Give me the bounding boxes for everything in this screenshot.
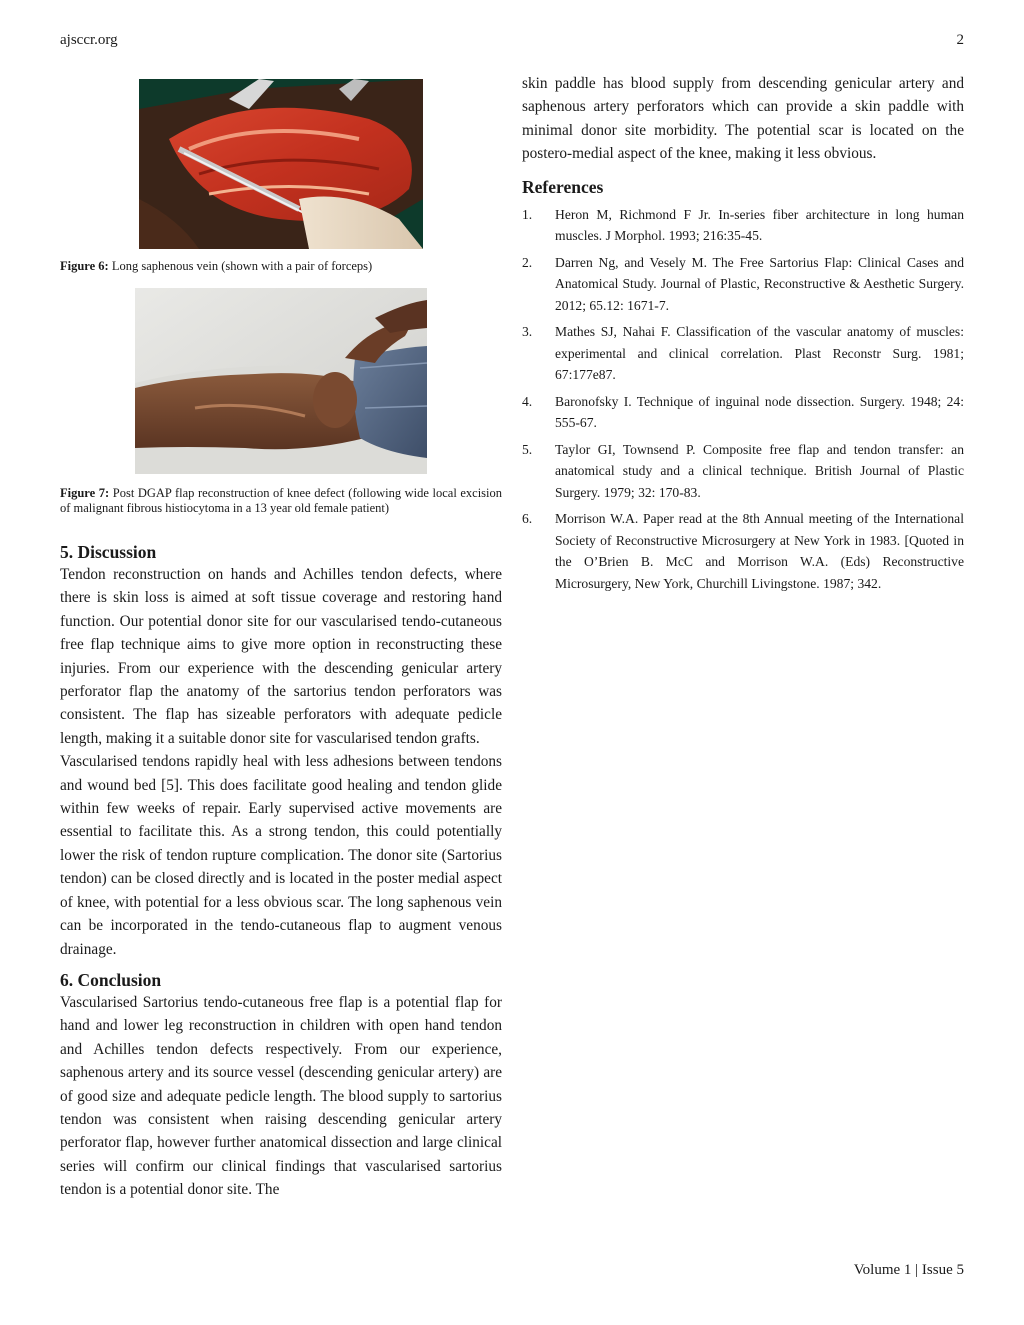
running-header-site: ajsccr.org [60,32,118,48]
reference-item [522,391,964,434]
figure-7-image [135,288,427,474]
left-column [60,78,502,1202]
page-number: 2 [956,32,964,48]
reference-item [522,321,964,386]
reference-text: Heron M, Richmond F Jr. In-series fiber architecture in long human muscles. J Morphol. 1993; 216:35-45. [555,206,964,244]
reference-text: Morrison W.A. Paper read at the 8th Annual meeting of the International Society of Reconstructive Microsurgery at New York in 1983. [Quoted in the O’Brien B. McC and Morrison W.A. (Eds) Reconstructive Microsurgery, New York, Churchill Livingstone. 1987; 342. [555,511,964,591]
reference-text: Darren Ng, and Vesely M. The Free Sartorius Flap: Clinical Cases and Anatomical Study. Journal of Plastic, Reconstructive & Aesthetic Surgery. 2012; 65.12: 1671-7. [555,254,964,313]
reference-item [522,204,964,247]
discussion-heading: 5. Discussion [60,542,157,562]
reference-item [522,439,964,504]
reference-number: 6. [522,511,533,527]
conclusion-continuation: skin paddle has blood supply from descending genicular artery and saphenous artery perforators which can provide a skin paddle with minimal donor site morbidity. The potential scar is located on the postero-medial aspect of the knee, making it less obvious. [522,75,964,163]
reference-text: Taylor GI, Townsend P. Composite free flap and tendon transfer: an anatomical study and a clinical technique. British Journal of Plastic Surgery. 1979; 32: 170-83. [555,441,964,500]
reference-number: 2. [522,254,533,270]
conclusion-heading: 6. Conclusion [60,969,162,990]
discussion-paragraph-1: Tendon reconstruction on hands and Achilles tendon defects, where there is skin loss is aimed at soft tissue coverage and restoring hand function. Our potential donor site for our vascularised tendo-cutaneous free flap technique aims to give more option in reconstructing these injuries. From our experience with the descending genicular artery perforator flap the anatomy of the sartorius tendon perforators was consistent. The flap has sizeable perforators with adequate pedicle length, making it a suitable donor site for vascularised tendon grafts. [60,566,502,747]
reference-text: Baronofsky I. Technique of inguinal node dissection. Surgery. 1948; 24: 555-67. [555,393,964,431]
figure-6-caption-text: Long saphenous vein (shown with a pair of forceps) [111,259,373,273]
reference-text: Mathes SJ, Nahai F. Classification of the vascular anatomy of muscles: experimental and clinical correlation. Plast Reconstr Surg. 1981; 67:177e87. [555,324,964,383]
reference-number: 3. [522,324,533,340]
right-column [522,72,964,599]
figure-7-caption-text: Post DGAP flap reconstruction of knee defect (following wide local excision of malignant fibrous histiocytoma in a 13 year old female patient) [60,486,503,515]
figure-7-caption [60,486,502,516]
figure-6-label: Figure 6: [60,259,109,273]
reference-number: 5. [522,441,533,457]
reference-number: 1. [522,206,533,222]
references-list [522,204,964,595]
figure-6-caption [60,259,502,274]
figure-6-image [139,79,423,249]
reference-item [522,508,964,594]
reference-number: 4. [522,393,533,409]
references-heading: References [522,176,604,197]
footer-issue: Volume 1 | Issue 5 [853,1262,964,1278]
reference-item [522,252,964,317]
conclusion-paragraph: Vascularised Sartorius tendo-cutaneous free flap is a potential flap for hand and lower leg reconstruction in children with open hand tendon and Achilles tendon defects respectively. From our experience, saphenous artery and its source vessel (descending genicular artery) are of good size and adequate pedicle length. The blood supply to sartorius tendon was consistent when raising descending genicular artery perforator flap, however further anatomical dissection and large clinical series will confirm our clinical findings that vascularised sartorius tendon is a potential donor site. The [60,993,502,1199]
discussion-paragraph-2: Vascularised tendons rapidly heal with less adhesions between tendons and wound bed [5]. This does facilitate good healing and tendon glide within few weeks of repair. Early supervised active movements are essential to facilitate this. As a strong tendon, this could potentially lower the risk of tendon rupture complication. The donor site (Sartorius tendon) can be closed directly and is located in the poster medial aspect of knee, with potential for a less obvious scar. The long saphenous vein can be incorporated in the tendo-cutaneous flap to augment venous drainage. [60,753,502,958]
figure-7-label: Figure 7: [60,486,110,500]
